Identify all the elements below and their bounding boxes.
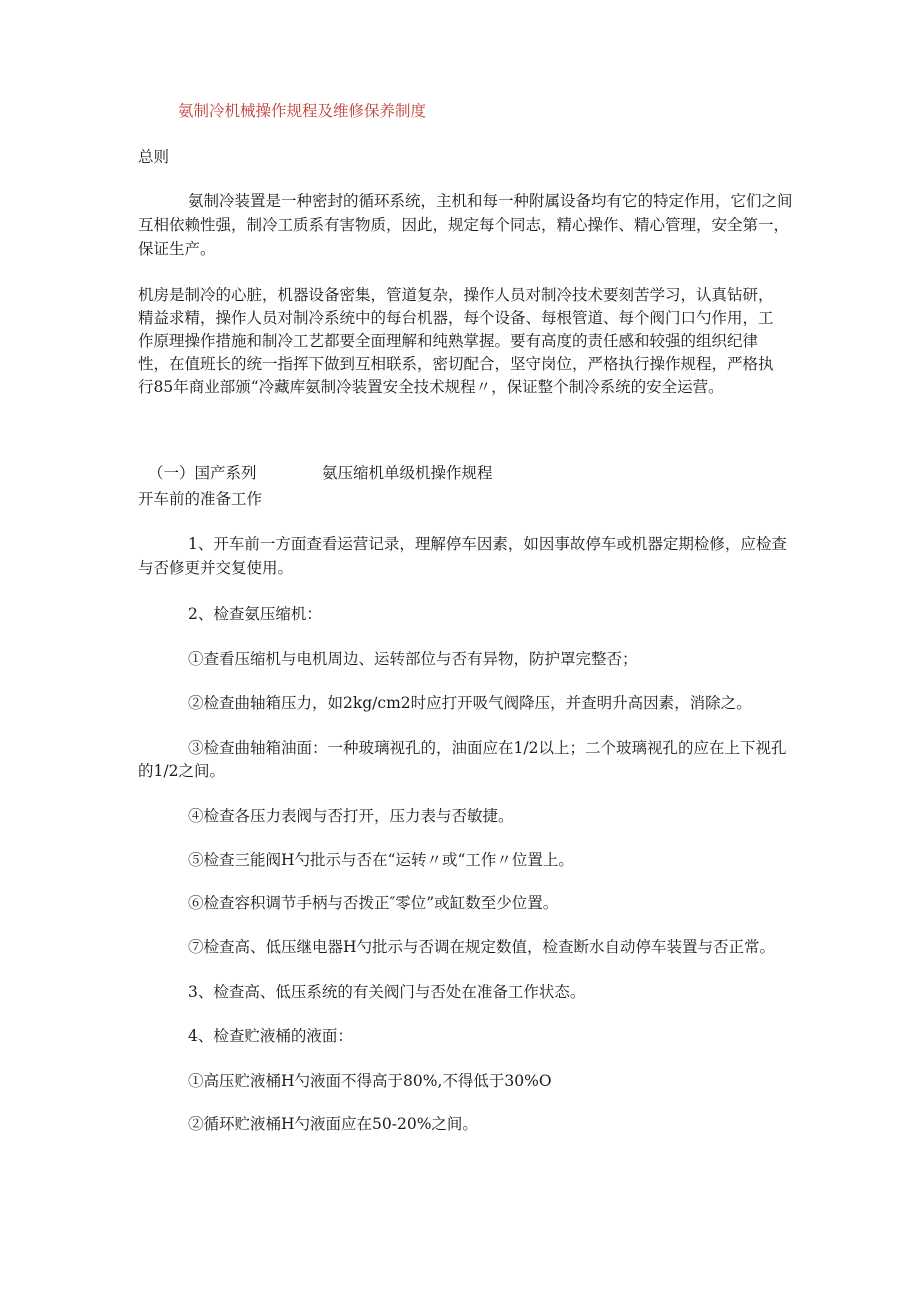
intro-line: 互相依赖性强，制冷工质系有害物质，因此，规定每个同志，精心操作、精心管理，安全第一，: [138, 216, 790, 234]
check-item: ②检查曲轴箱压力，如2kg∕cm2时应打开吸气阀降压，并查明升高因素，消除之。: [188, 694, 752, 712]
intro-line: 氨制冷装置是一种密封的循环系统，主机和每一种附属设备均有它的特定作用，它们之间: [188, 192, 793, 210]
check-item: ⑥检查容积调节手柄与否拨正″零位”或缸数至少位置。: [188, 894, 559, 912]
item-1-line: 与否修更并交复使用。: [138, 559, 294, 577]
check-item: ⑤检查三能阀H勺批示与否在“运转〃或“工作〃位置上。: [188, 851, 574, 869]
item-2: 2、检查氨压缩机：: [188, 605, 322, 623]
item-1-line: 1、开车前一方面查看运营记录，理解停车因素，如因事故停车或机器定期检修，应检查: [188, 535, 787, 553]
machine-room-line: 机房是制冷的心脏，机器设备密集，管道复杂，操作人员对制冷技术要刻苦学习，认真钻研，: [138, 286, 774, 304]
machine-room-line: 精益求精，操作人员对制冷系统中的每台机器，每个设备、每根管道、每个阀门口勺作用，工: [138, 309, 774, 327]
machine-room-line: 行85年商业部颁“冷藏库氨制冷装置安全技术规程〃，保证整个制冷系统的安全运营。: [138, 378, 724, 396]
check-item-line: 的1/2之间。: [138, 762, 225, 780]
intro-line: 保证生产。: [138, 240, 216, 258]
check-item: ④检查各压力表阀与否打开，压力表与否敏捷。: [188, 807, 514, 825]
general-heading: 总则: [138, 148, 170, 166]
subsection-heading: 开车前的准备工作: [138, 490, 263, 508]
machine-room-line: 作原理操作措施和制冷工艺都要全面理解和纯熟掌握。要有高度的责任感和较强的组织纪律: [138, 332, 759, 350]
document-title: 氨制冷机械操作规程及维修保养制度: [178, 102, 427, 120]
check-item-line: ③检查曲轴箱油面：一种玻璃视孔的，油面应在1/2以上；二个玻璃视孔的应在上下视孔: [188, 739, 787, 757]
check-item: ②循环贮液桶H勺液面应在50-20%之间。: [188, 1115, 478, 1133]
item-4: 4、检查贮液桶的液面：: [188, 1027, 353, 1045]
check-item: ①高压贮液桶H勺液面不得高于80%,不得低于30%O: [188, 1072, 552, 1090]
check-item: ⑦检查高、低压继电器H勺批示与否调在规定数值，检查断水自动停车装置与否正常。: [188, 938, 776, 956]
machine-room-line: 性，在值班长的统一指挥下做到互相联系，密切配合，坚守岗位，严格执行操作规程，严格执: [138, 355, 774, 373]
section-title: 氨压缩机单级机操作规程: [322, 464, 493, 482]
section-label: （一）国产系列: [148, 464, 257, 482]
check-item: ①查看压缩机与电机周边、运转部位与否有异物，防护罩完整否；: [188, 650, 638, 668]
item-3: 3、检查高、低压系统的有关阀门与否处在准备工作状态。: [188, 983, 586, 1001]
